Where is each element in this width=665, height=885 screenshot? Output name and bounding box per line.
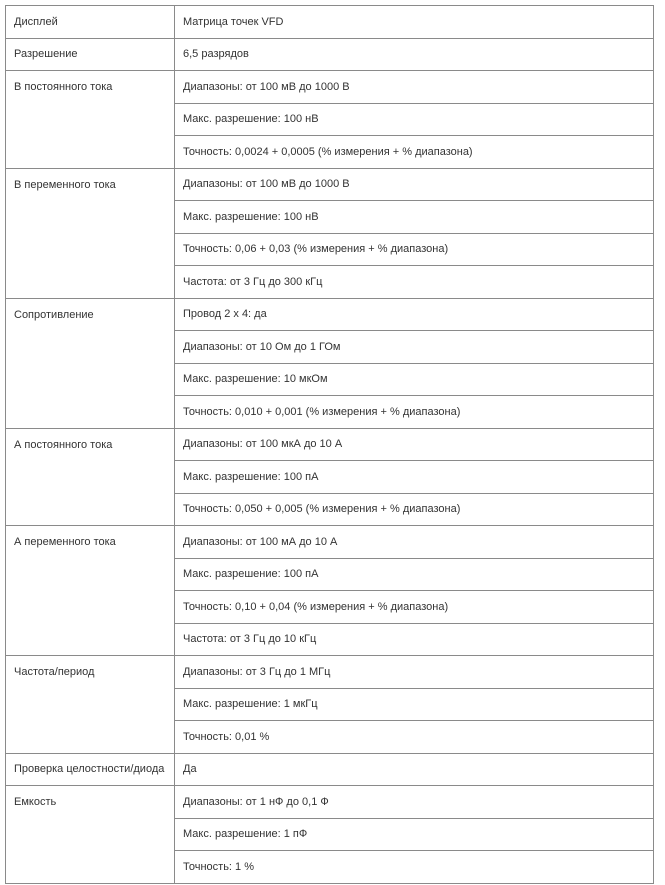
parameter-value: Частота: от 3 Гц до 10 кГц — [175, 623, 654, 656]
parameter-value: Точность: 0,010 + 0,001 (% измерения + % диапазона) — [175, 396, 654, 429]
table-row — [6, 753, 654, 786]
parameter-value: Макс. разрешение: 100 пА — [175, 558, 654, 591]
parameter-value: Макс. разрешение: 100 пА — [175, 461, 654, 494]
table-row — [6, 38, 654, 71]
table-row — [6, 71, 654, 104]
parameter-value: Диапазоны: от 100 мкА до 10 А — [175, 428, 654, 461]
parameter-name: Разрешение — [6, 38, 175, 71]
parameter-value: 6,5 разрядов — [175, 38, 654, 71]
parameter-value: Матрица точек VFD — [175, 6, 654, 39]
parameter-name: Проверка целостности/диода — [6, 753, 175, 786]
table-row — [6, 526, 654, 559]
parameter-name: Емкость — [6, 786, 175, 884]
parameter-name: В переменного тока — [6, 168, 175, 298]
parameter-value: Диапазоны: от 10 Ом до 1 ГОм — [175, 331, 654, 364]
table-row — [6, 168, 654, 201]
parameter-value: Точность: 0,06 + 0,03 (% измерения + % диапазона) — [175, 233, 654, 266]
table-row — [6, 428, 654, 461]
parameter-value: Диапазоны: от 100 мВ до 1000 В — [175, 71, 654, 104]
parameter-name: Сопротивление — [6, 298, 175, 428]
parameter-name: А постоянного тока — [6, 428, 175, 526]
parameter-name: Дисплей — [6, 6, 175, 39]
parameter-value: Провод 2 x 4: да — [175, 298, 654, 331]
parameter-value: Точность: 0,10 + 0,04 (% измерения + % диапазона) — [175, 591, 654, 624]
parameter-value: Точность: 0,0024 + 0,0005 (% измерения + % диапазона) — [175, 136, 654, 169]
parameter-value: Точность: 0,050 + 0,005 (% измерения + % диапазона) — [175, 493, 654, 526]
parameter-value: Макс. разрешение: 1 пФ — [175, 818, 654, 851]
table-row — [6, 786, 654, 819]
parameter-name: В постоянного тока — [6, 71, 175, 169]
parameter-name: А переменного тока — [6, 526, 175, 656]
parameter-value: Макс. разрешение: 10 мкОм — [175, 363, 654, 396]
parameter-value: Точность: 0,01 % — [175, 721, 654, 754]
parameter-value: Диапазоны: от 1 нФ до 0,1 Ф — [175, 786, 654, 819]
parameter-value: Диапазоны: от 100 мВ до 1000 В — [175, 168, 654, 201]
table-row — [6, 656, 654, 689]
parameter-value: Частота: от 3 Гц до 300 кГц — [175, 266, 654, 299]
parameter-value: Макс. разрешение: 1 мкГц — [175, 688, 654, 721]
table-row — [6, 6, 654, 39]
table-row — [6, 298, 654, 331]
parameter-value: Макс. разрешение: 100 нВ — [175, 103, 654, 136]
parameter-value: Да — [175, 753, 654, 786]
spec-table — [5, 5, 654, 884]
spec-table-body — [6, 6, 654, 884]
parameter-value: Диапазоны: от 3 Гц до 1 МГц — [175, 656, 654, 689]
parameter-value: Макс. разрешение: 100 нВ — [175, 201, 654, 234]
parameter-value: Диапазоны: от 100 мА до 10 А — [175, 526, 654, 559]
parameter-value: Точность: 1 % — [175, 851, 654, 884]
parameter-name: Частота/период — [6, 656, 175, 754]
